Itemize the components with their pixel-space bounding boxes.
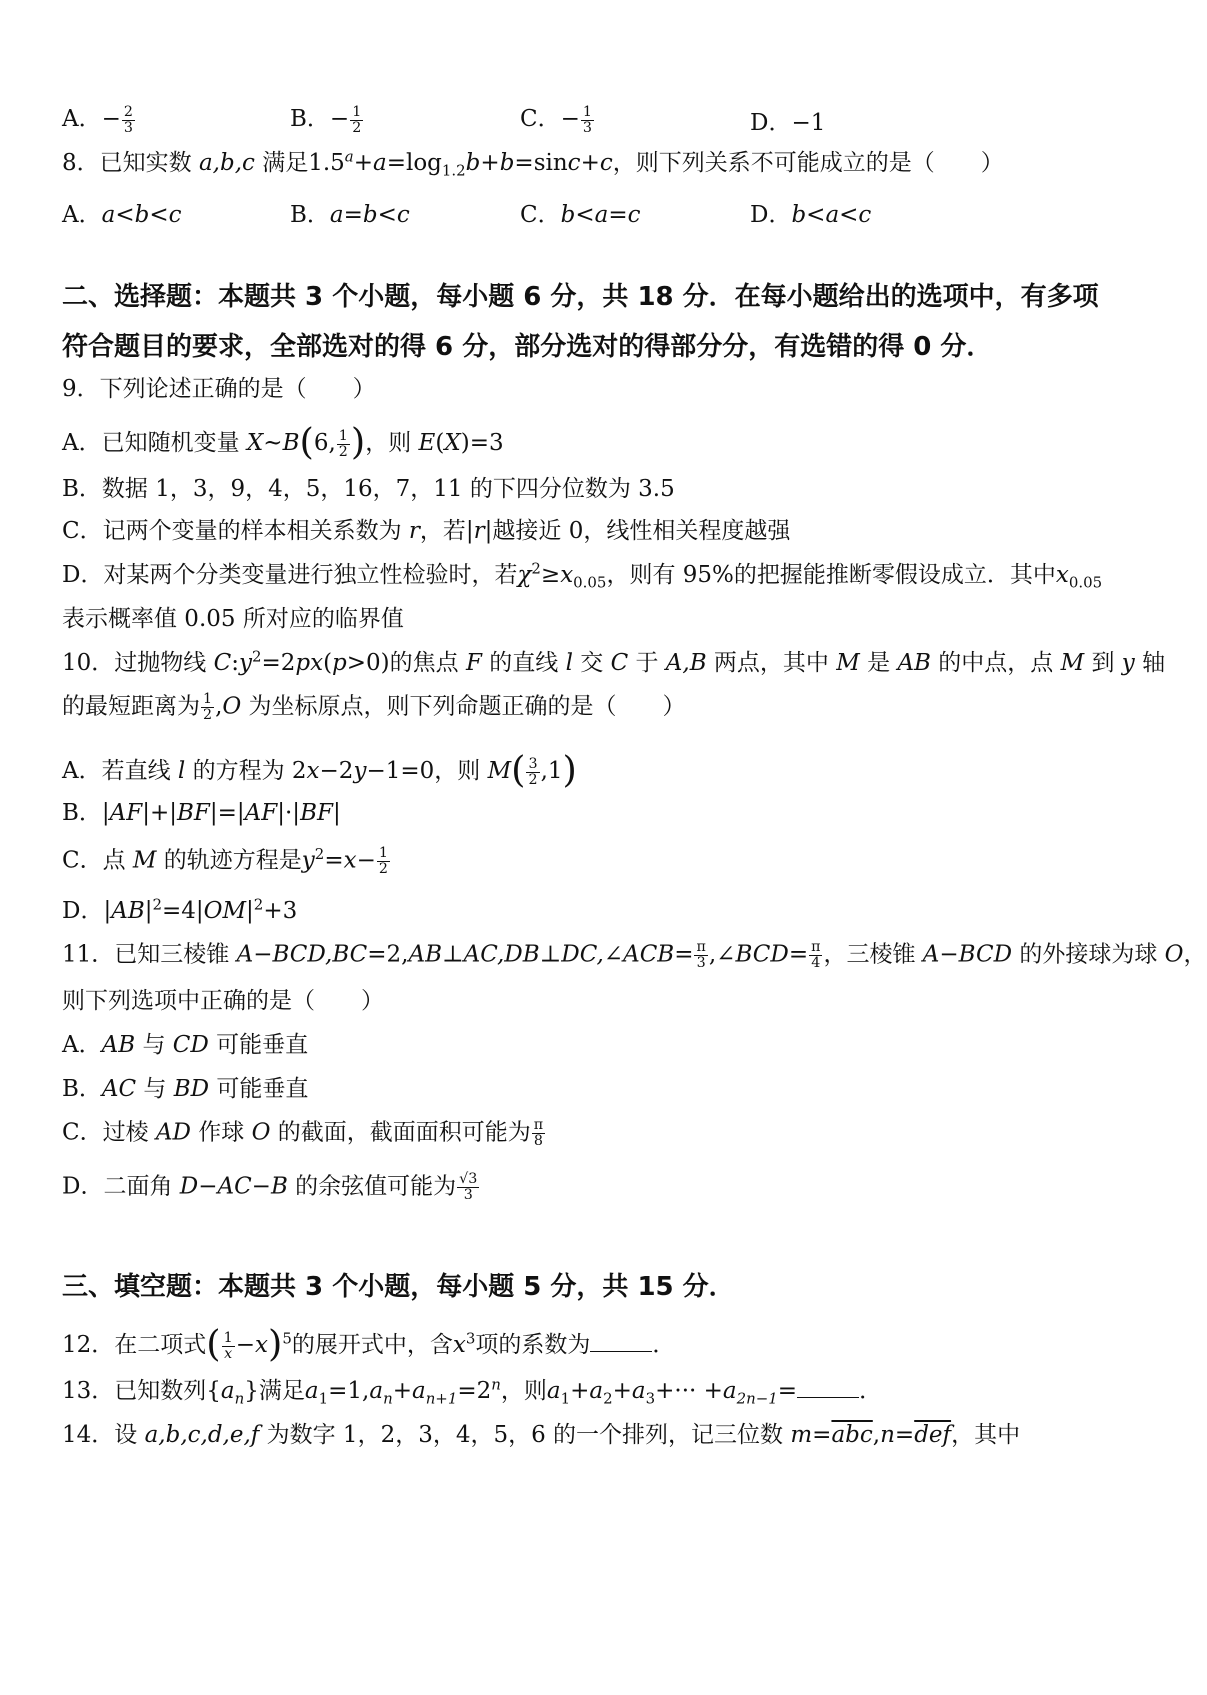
q10-option-c: C．点 M 的轨迹方程是$y^2=x-$ $\frac{1}{2}$	[62, 844, 388, 877]
q7-option-a: A．− $\frac{2}{3}$	[62, 103, 133, 136]
q9-option-c: C．记两个变量的样本相关系数为 r，若|r|越接近 0，线性相关程度越强	[62, 518, 791, 544]
q10-option-a: A．若直线 l 的方程为 2x−2y−1=0，则 M( $\frac{3}{2}$ ,1)	[62, 748, 577, 791]
q9-option-d-cont: 表示概率值 0.05 所对应的临界值	[62, 606, 404, 632]
q7-option-c: C．− $\frac{1}{3}$	[520, 103, 592, 136]
q11-option-c: C．过棱 AD 作球 O 的截面，截面面积可能为 $\frac{\pi}{8}$	[62, 1117, 544, 1149]
q9-option-a: A．已知随机变量 X~B(6, $\frac{1}{2}$ )，则 E(X)=3	[62, 420, 504, 463]
q8-option-b: B．a=b<c	[290, 202, 410, 228]
q10-option-b: B．|AF|+|BF|=|AF|·|BF|	[62, 800, 341, 826]
q8-stem: 8．已知实数 a,b,c 满足$1.5^a+a=\log_{1.2}b+b=\sin c+c$，则下列关系不可能成立的是（ ）	[62, 147, 1004, 180]
q12-stem: 12．在二项式( $\frac{1}{x}$ −x)$^5$的展开式中，含$x^3$项的系数为 ．	[62, 1322, 676, 1365]
q7-option-b: B．− $\frac{1}{2}$	[290, 103, 362, 136]
q10-stem-line1: 10．过抛物线 $C:y^2=2px(p>0)$的焦点 F 的直线 l 交 C 于 A,B 两点，其中 M 是 AB 的中点，点 M 到 y 轴	[62, 647, 1166, 676]
section2-heading-line1: 二、选择题：本题共 3 个小题，每小题 6 分，共 18 分．在每小题给出的选项中，有多项	[62, 282, 1099, 312]
q12-answer-blank	[590, 1333, 652, 1352]
section3-heading: 三、填空题：本题共 3 个小题，每小题 5 分，共 15 分．	[62, 1272, 735, 1302]
q14-stem: 14．设 a,b,c,d,e,f 为数字 1，2，3，4，5，6 的一个排列，记三位数 $m=\overline{abc},n=\overline{def}$，其中	[62, 1422, 1021, 1448]
q10-option-d: D．$|AB|^2=4|OM|^2+3$	[62, 895, 298, 924]
q11-option-b: B．AC 与 BD 可能垂直	[62, 1076, 309, 1102]
q8-option-a: A．a<b<c	[62, 202, 182, 228]
q11-stem-line2: 则下列选项中正确的是（ ）	[62, 988, 384, 1014]
q11-option-a: A．AB 与 CD 可能垂直	[62, 1032, 309, 1058]
q11-stem-line1: 11．已知三棱锥 A−BCD,BC=2,AB⊥AC,DB⊥DC,∠ACB= $\frac{\pi}{3}$ ,∠BCD= $\frac{\pi}{4}$ ，三棱锥 A−BCD 的外接球为球 O，	[62, 939, 1207, 971]
q10-stem-line2: 的最短距离为 $\frac{1}{2}$ ,O 为坐标原点，则下列命题正确的是（ ）	[62, 691, 686, 723]
q9-option-b: B．数据 1，3，9，4，5，16，7，11 的下四分位数为 3.5	[62, 476, 675, 502]
section2-heading-line2: 符合题目的要求，全部选对的得 6 分，部分选对的得部分分，有选错的得 0 分．	[62, 332, 993, 362]
q8-options	[62, 196, 1152, 236]
q13-stem: 13．已知数列$\{a_n\}$满足$a_1=1,a_n+a_{n+1}=2^n$，则$a_1+a_2+a_3+\cdot\cdot\cdot +a_{2n-1}=$ ．	[62, 1375, 883, 1408]
q8-option-d: D．b<a<c	[750, 202, 872, 228]
q7-option-d: D．−1	[750, 110, 826, 136]
q7-options	[62, 100, 1152, 140]
q11-option-d: D．二面角 D−AC−B 的余弦值可能为 $\frac{√3}{3}$	[62, 1171, 478, 1203]
q9-option-d: D．对某两个分类变量进行独立性检验时，若$\chi^2\ge x_{0.05}$，则有 95%的把握能推断零假设成立．其中$x_{0.05}$	[62, 559, 1103, 592]
q13-answer-blank	[797, 1379, 859, 1398]
q8-option-c: C．b<a=c	[520, 202, 641, 228]
q9-stem: 9．下列论述正确的是（ ）	[62, 376, 376, 402]
